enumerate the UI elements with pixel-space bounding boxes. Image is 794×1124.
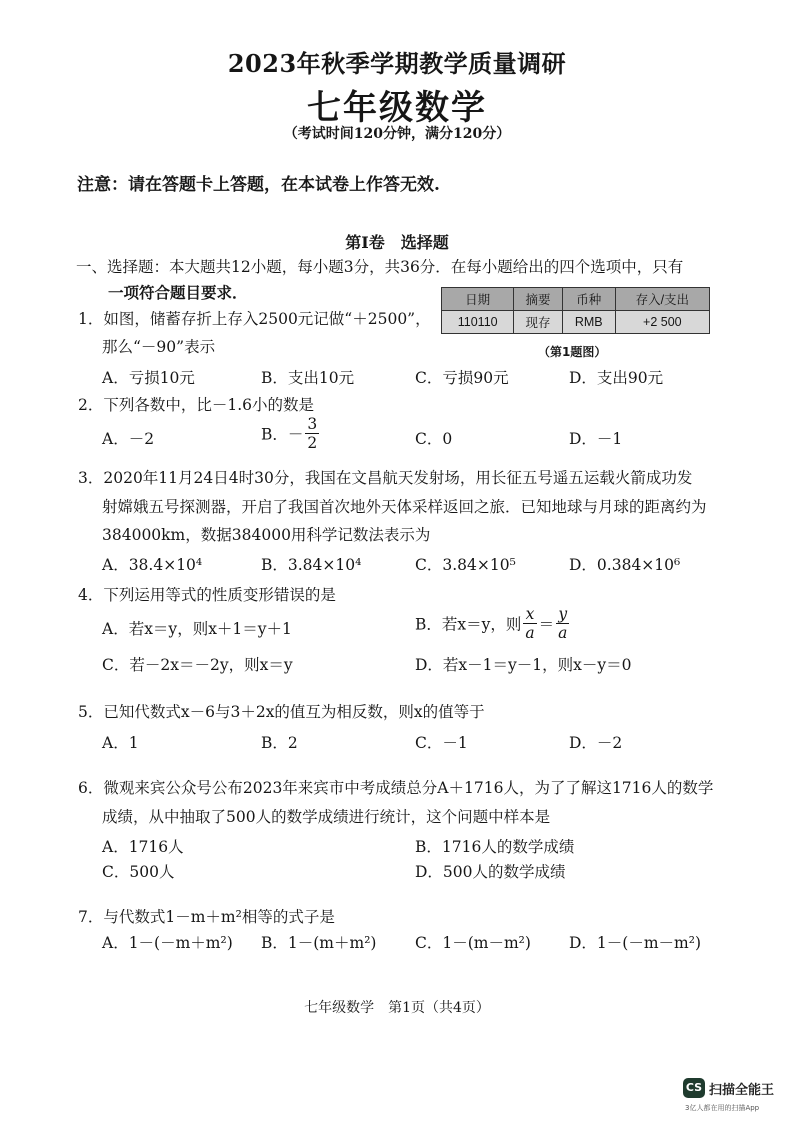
bankbook-table (441, 287, 710, 334)
bankbook-row (442, 311, 710, 334)
scanner-watermark (683, 1078, 786, 1118)
q2-option-b-prefix: B．－ (261, 425, 304, 444)
q1-option-d: D．支出90元 (569, 369, 664, 387)
subject-title: 七年级数学 (307, 88, 487, 128)
q2-option-b-fraction (305, 415, 319, 452)
notice: 注意：请在答题卡上答题，在本试卷上作答无效. (77, 175, 440, 195)
q2-option-b-numerator: 3 (307, 415, 318, 433)
bankbook-cell-date: 110110 (442, 311, 514, 334)
q4-option-b-numerator-x: x (523, 605, 536, 624)
q4-option-b-denominator-y: a (558, 624, 568, 642)
q6-stem-line2: 成绩，从中抽取了500人的数学成绩进行统计，这个问题中样本是 (102, 808, 551, 826)
bankbook-header-summary: 摘要 (514, 288, 562, 311)
q5-option-b: B．2 (261, 734, 298, 752)
q1-option-b: B．支出10元 (261, 369, 355, 387)
q4-option-b-denominator-x: a (525, 624, 535, 642)
q2-stem: 2．下列各数中，比－1.6小的数是 (78, 396, 315, 414)
q5-option-a: A．1 (102, 734, 139, 752)
instructions-line1: 一、选择题：本大题共12小题，每小题3分，共36分．在每小题给出的四个选项中，只有 (76, 258, 684, 276)
bankbook-header-amount: 存入/支出 (615, 288, 709, 311)
page-footer: 七年级数学 第1页（共4页） (304, 1000, 490, 1016)
q7-option-d: D．1－(－m－m²) (569, 934, 701, 952)
q1-stem-line2: 那么“－90”表示 (102, 338, 216, 356)
q4-option-b-fraction-y (556, 605, 569, 642)
q2-option-c: C．0 (415, 430, 453, 448)
q7-option-b: B．1－(m＋m²) (261, 934, 377, 952)
q6-stem-line1: 6．微观来宾公众号公布2023年来宾市中考成绩总分A＋1716人，为了了解这1716人的数学 (78, 779, 714, 797)
q4-stem: 4．下列运用等式的性质变形错误的是 (78, 586, 336, 604)
bankbook-header-currency: 币种 (562, 288, 615, 311)
q4-option-b-prefix: B．若x＝y，则 (415, 615, 522, 634)
exam-info: （考试时间120分钟，满分120分） (283, 126, 511, 142)
bankbook-cell-currency: RMB (562, 311, 615, 334)
q4-option-b-equals: ＝ (538, 615, 555, 634)
q1-option-c: C．亏损90元 (415, 369, 509, 387)
q2-option-b-denominator: 2 (307, 434, 318, 452)
q2-option-d: D．－1 (569, 430, 623, 448)
bankbook-cell-summary: 现存 (514, 311, 562, 334)
bankbook-header-date: 日期 (442, 288, 514, 311)
figure1-caption: （第1题图） (538, 345, 607, 359)
q3-stem-line1: 3．2020年11月24日4时30分，我国在文昌航天发射场，用长征五号遥五运载火箭成功发 (78, 469, 693, 487)
q3-option-b: B．3.84×10⁴ (261, 556, 362, 574)
section-title: 第Ⅰ卷 选择题 (345, 233, 449, 252)
q5-option-c: C．－1 (415, 734, 468, 752)
q3-stem-line3: 384000km，数据384000用科学记数法表示为 (102, 526, 431, 544)
q6-option-c: C．500人 (102, 863, 175, 881)
q3-option-d: D．0.384×10⁶ (569, 556, 681, 574)
q7-option-a: A．1－(－m＋m²) (102, 934, 233, 952)
q5-option-d: D．－2 (569, 734, 623, 752)
q4-option-b-numerator-y: y (556, 605, 569, 624)
q2-option-b (261, 415, 321, 452)
q3-option-c: C．3.84×10⁵ (415, 556, 516, 574)
scanner-tagline: 3亿人都在用的扫描App (685, 1104, 760, 1112)
q4-option-c: C．若－2x＝－2y，则x＝y (102, 656, 293, 674)
q4-option-d: D．若x－1＝y－1，则x－y＝0 (415, 656, 632, 674)
q2-option-a: A．－2 (102, 430, 155, 448)
q7-stem: 7．与代数式1－m＋m²相等的式子是 (78, 908, 335, 926)
q6-option-d: D．500人的数学成绩 (415, 863, 566, 881)
scanner-logo-icon: CS (683, 1078, 705, 1098)
q1-option-a: A．亏损10元 (102, 369, 195, 387)
q1-stem-line1: 1．如图，储蓄存折上存入2500元记做“＋2500”， (78, 310, 431, 328)
q4-option-b (415, 605, 571, 642)
bankbook-cell-amount: +2 500 (615, 311, 709, 334)
exam-title: 2023年秋季学期教学质量调研 (227, 49, 567, 78)
q6-option-a: A．1716人 (102, 838, 184, 856)
q3-option-a: A．38.4×10⁴ (102, 556, 203, 574)
bankbook-header-row (442, 288, 710, 311)
q6-option-b: B．1716人的数学成绩 (415, 838, 575, 856)
q3-stem-line2: 射嫦娥五号探测器，开启了我国首次地外天体采样返回之旅．已知地球与月球的距离约为 (102, 498, 707, 516)
q5-stem: 5．已知代数式x－6与3＋2x的值互为相反数，则x的值等于 (78, 703, 485, 721)
q7-option-c: C．1－(m－m²) (415, 934, 531, 952)
instructions-line2: 一项符合题目要求． (108, 283, 248, 302)
scanner-app-name: 扫描全能王 (709, 1083, 775, 1098)
q4-option-b-fraction-x (523, 605, 536, 642)
q4-option-a: A．若x＝y，则x＋1＝y＋1 (102, 620, 292, 638)
